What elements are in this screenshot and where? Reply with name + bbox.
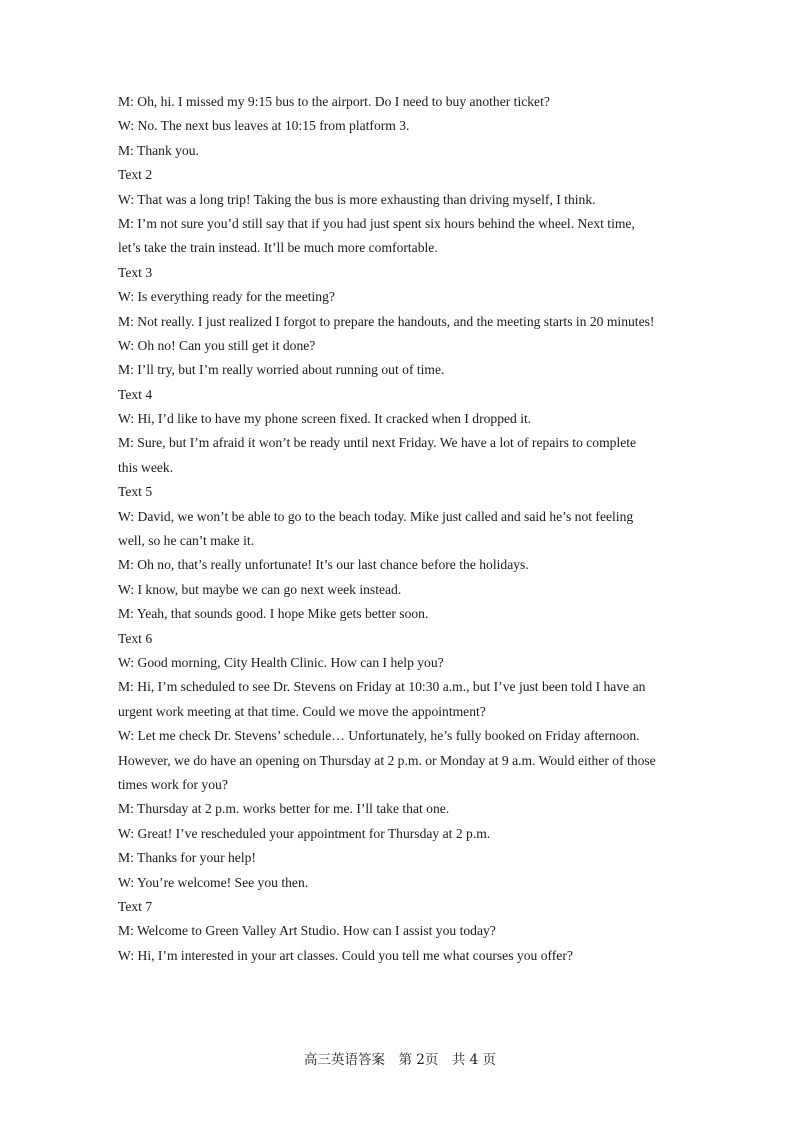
transcript-line: W: Great! I’ve rescheduled your appointment for Thursday at 2 p.m. — [118, 825, 491, 841]
transcript-line: M: Oh, hi. I missed my 9:15 bus to the airport. Do I need to buy another ticket? — [118, 94, 550, 109]
transcript-line: M: Thank you. — [118, 142, 199, 158]
transcript-line: urgent work meeting at that time. Could we move the appointment? — [118, 703, 486, 719]
transcript-line: W: Hi, I’m interested in your art classes. Could you tell me what courses you offer? — [118, 947, 573, 963]
section-heading: Text 2 — [118, 167, 153, 183]
transcript-line: W: Good morning, City Health Clinic. How can I help you? — [118, 654, 444, 670]
transcript-line: W: I know, but maybe we can go next week instead. — [118, 581, 402, 597]
transcript-line: W: Is everything ready for the meeting? — [118, 289, 335, 305]
transcript-line: let’s take the train instead. It’ll be much more comfortable. — [118, 240, 438, 256]
transcript-line: M: Oh no, that’s really unfortunate! It’s our last chance before the holidays. — [118, 557, 529, 573]
transcript-line: W: Oh no! Can you still get it done? — [118, 337, 316, 353]
transcript-body — [118, 90, 693, 968]
section-heading: Text 7 — [118, 898, 153, 914]
transcript-line: this week. — [118, 459, 174, 475]
transcript-line: M: Not really. I just realized I forgot to prepare the handouts, and the meeting starts in 20 minutes! — [118, 313, 655, 329]
transcript-line: M: Thanks for your help! — [118, 850, 256, 866]
transcript-line: W: You’re welcome! See you then. — [118, 874, 309, 890]
section-heading: Text 4 — [118, 386, 153, 402]
transcript-line: M: Hi, I’m scheduled to see Dr. Stevens on Friday at 10:30 a.m., but I’ve just been told I have an — [118, 679, 646, 695]
transcript-line: W: Let me check Dr. Stevens’ schedule… Unfortunately, he’s fully booked on Friday afternoon. — [118, 728, 640, 744]
transcript-line: M: Sure, but I’m afraid it won’t be ready until next Friday. We have a lot of repairs to complete — [118, 435, 637, 451]
transcript-line: M: Yeah, that sounds good. I hope Mike gets better soon. — [118, 606, 429, 622]
transcript-line: M: I’m not sure you’d still say that if you had just spent six hours behind the wheel. Next time, — [118, 215, 635, 231]
section-heading: Text 6 — [118, 630, 153, 646]
transcript-line: W: That was a long trip! Taking the bus is more exhausting than driving myself, I think. — [118, 191, 596, 207]
transcript-line: M: I’ll try, but I’m really worried about running out of time. — [118, 362, 445, 378]
transcript-line: W: David, we won’t be able to go to the beach today. Mike just called and said he’s not feeling — [118, 508, 634, 524]
transcript-line: However, we do have an opening on Thursday at 2 p.m. or Monday at 9 a.m. Would either of those — [118, 752, 656, 768]
section-heading: Text 5 — [118, 484, 153, 500]
transcript-line: W: No. The next bus leaves at 10:15 from platform 3. — [118, 118, 410, 134]
transcript-line: W: Hi, I’d like to have my phone screen fixed. It cracked when I dropped it. — [118, 411, 532, 427]
section-heading: Text 3 — [118, 264, 153, 280]
transcript-line: times work for you? — [118, 776, 228, 792]
transcript-line: M: Welcome to Green Valley Art Studio. How can I assist you today? — [118, 923, 496, 939]
page-footer: 高三英语答案 第 2页 共 4 页 — [303, 1052, 497, 1068]
transcript-line: well, so he can’t make it. — [118, 533, 255, 549]
transcript-line: M: Thursday at 2 p.m. works better for me. I’ll take that one. — [118, 801, 450, 817]
